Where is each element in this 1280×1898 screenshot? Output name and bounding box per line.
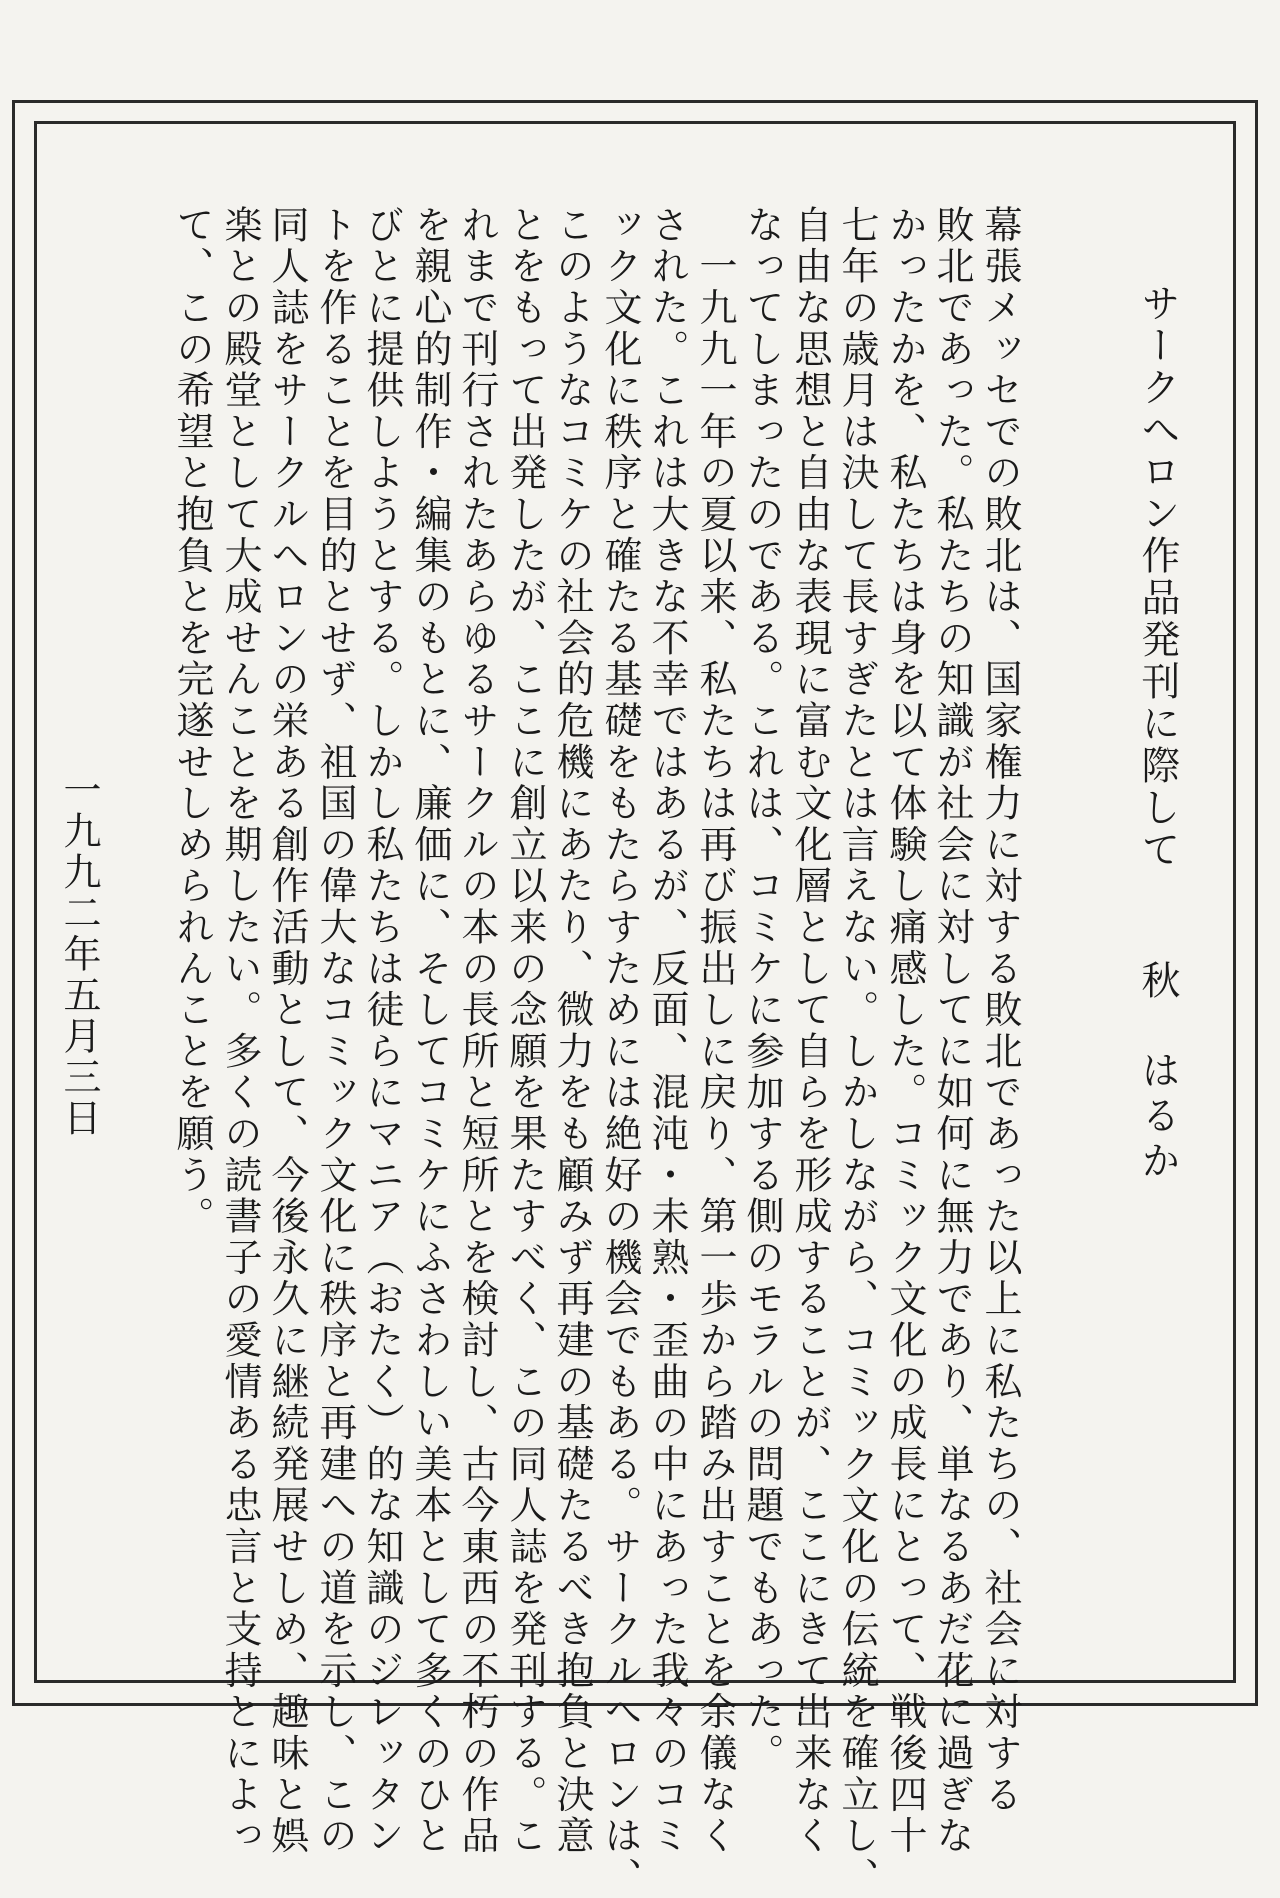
body-line-16: 同人誌をサークルへロンの栄ある創作活動として、今後永久に継続発展せしめ、趣味と娯	[265, 205, 309, 1857]
body-line-11: とをもって出発したが、ここに創立以来の念願を果たすべく、この同人誌を発刊する。こ	[503, 205, 547, 1857]
body-line-18: て、この希望と抱負とを完遂せしめられんことを願う。	[170, 205, 214, 1238]
body-line-6: なってしまったのである。これは、コミケに参加する側のモラルの問題でもあった。	[740, 205, 784, 1775]
author-name: 秋 はるか	[1135, 960, 1180, 1185]
document-date: 一九九二年五月三日	[57, 770, 101, 1139]
body-line-15: トを作ることを目的とせず、祖国の偉大なコミック文化に秩序と再建への道を示し、この	[313, 205, 357, 1857]
body-line-13: を親心的制作・編集のもとに、廉価に、そしてコミケにふさわしい美本として多くのひと	[408, 205, 452, 1857]
body-line-7: 一九九一年の夏以来、私たちは再び振出しに戻り、第一歩から踏み出すことを余儀なく	[693, 205, 737, 1857]
body-line-4: 七年の歳月は決して長すぎたとは言えない。しかしながら、コミック文化の伝統を確立し、	[835, 205, 879, 1898]
body-line-17: 楽との殿堂として大成せんことを期したい。多くの読書子の愛情ある忠言と支持とによっ	[218, 205, 262, 1857]
body-line-9: ック文化に秩序と確たる基礎をもたらすためには絶好の機会でもある。サークルへロンは、	[598, 205, 642, 1898]
body-line-1: 幕張メッセでの敗北は、国家権力に対する敗北であった以上に私たちの、社会に対する	[978, 205, 1022, 1816]
body-line-3: かったかを、私たちは身を以て体験し痛感した。コミック文化の成長にとって、戦後四十	[883, 205, 927, 1857]
document-title: サークへロン作品発刊に際して	[1135, 283, 1180, 871]
body-line-5: 自由な思想と自由な表現に富む文化層として自らを形成することが、ここにきて出来なく	[788, 205, 832, 1857]
body-line-10: このようなコミケの社会的危機にあたり、微力をも顧みず再建の基礎たるべき抱負と決意	[550, 205, 594, 1857]
body-line-14: びとに提供しようとする。しかし私たちは徒らにマニア（おたく）的な知識のジレッタン	[360, 205, 404, 1857]
body-line-2: 敗北であった。私たちの知識が社会に対してに如何に無力であり、単なるあだ花に過ぎな	[930, 205, 974, 1857]
body-line-8: された。これは大きな不幸ではあるが、反面、混沌・未熟・歪曲の中にあった我々のコミ	[645, 205, 689, 1857]
body-line-12: れまで刊行されたあらゆるサークルの本の長所と短所とを検討し、古今東西の不朽の作品	[455, 205, 499, 1857]
